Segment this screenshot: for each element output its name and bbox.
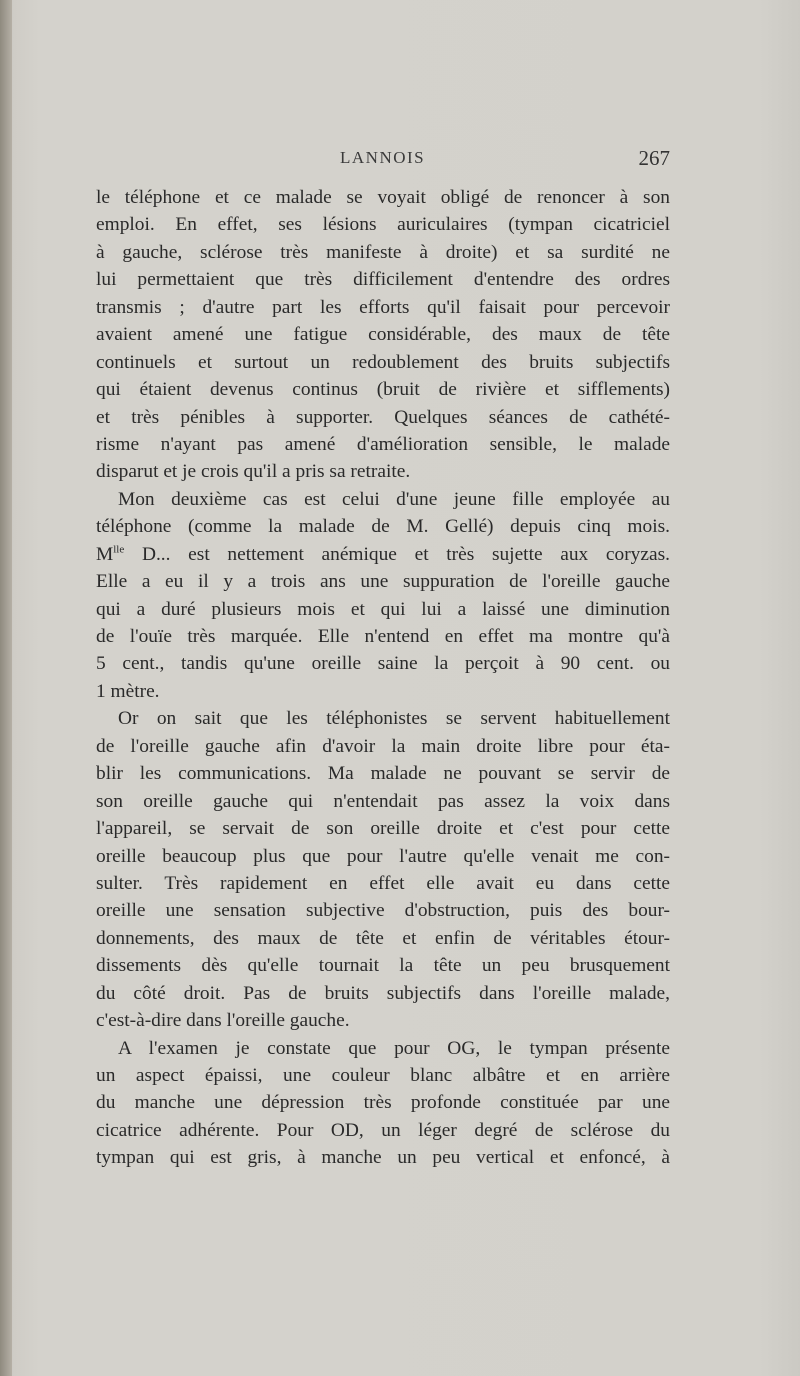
text-line: cicatrice adhérente. Pour OD, un léger degré de sclérose du	[96, 1119, 670, 1141]
page-number: 267	[638, 146, 670, 170]
text-line: risme n'ayant pas amené d'amélioration sensible, le malade	[96, 433, 670, 455]
text-line: son oreille gauche qui n'entendait pas assez la voix dans	[96, 790, 670, 812]
text-line: 5 cent., tandis qu'une oreille saine la perçoit à 90 cent. ou	[96, 653, 670, 675]
text-line: à gauche, sclérose très manifeste à droite) et sa surdité ne	[96, 241, 670, 263]
text-line: c'est-à-dire dans l'oreille gauche.	[96, 1010, 350, 1032]
text-line: A l'examen je constate que pour OG, le tympan présente	[118, 1037, 670, 1059]
text-line: emploi. En effet, ses lésions auriculaires (tympan cicatriciel	[96, 214, 670, 236]
text-line: de l'oreille gauche afin d'avoir la main droite libre pour éta-	[96, 735, 670, 757]
text-line: l'appareil, se servait de son oreille droite et c'est pour cette	[96, 818, 670, 840]
text-line: tympan qui est gris, à manche un peu vertical et enfoncé, à	[96, 1147, 670, 1169]
text-line: oreille beaucoup plus que pour l'autre qu'elle venait me con-	[96, 845, 670, 867]
text-line: continuels et surtout un redoublement des bruits subjectifs	[96, 351, 670, 373]
text-line: qui a duré plusieurs mois et qui lui a laissé une diminution	[96, 598, 670, 620]
text-line: $M^{lle}$ D... est nettement anémique et très sujette aux coryzas.	[96, 543, 670, 565]
text-line: dissements dès qu'elle tournait la tête un peu brusquement	[96, 955, 670, 977]
text-line: du côté droit. Pas de bruits subjectifs dans l'oreille malade,	[96, 982, 670, 1004]
text-line: le téléphone et ce malade se voyait obligé de renoncer à son	[96, 187, 670, 208]
text-line: Mon deuxième cas est celui d'une jeune fille employée au	[118, 488, 670, 510]
text-line: blir les communications. Ma malade ne pouvant se servir de	[96, 763, 670, 785]
mlle-abbrev: $M^{lle}$	[96, 543, 125, 565]
text-line: disparut et je crois qu'il a pris sa retraite.	[96, 461, 411, 483]
text-line: de l'ouïe très marquée. Elle n'entend en effet ma montre qu'à	[96, 626, 670, 647]
book-binding-edge	[0, 0, 12, 1376]
text-line: sulter. Très rapidement en effet elle avait eu dans cette	[96, 872, 670, 894]
text-line: avaient amené une fatigue considérable, des maux de tête	[96, 324, 670, 346]
text-line: 1 mètre.	[96, 680, 160, 702]
text-line: lui permettaient que très difficilement d'entendre des ordres	[96, 269, 670, 291]
page-header	[96, 148, 670, 174]
text-line: transmis ; d'autre part les efforts qu'il faisait pour percevoir	[96, 296, 670, 318]
text-line: du manche une dépression très profonde constituée par une	[96, 1092, 670, 1114]
body-text	[96, 184, 670, 1172]
running-head: LANNOIS	[340, 148, 426, 167]
text-line: qui étaient devenus continus (bruit de rivière et sifflements)	[96, 379, 670, 401]
text-line: Elle a eu il y a trois ans une suppuration de l'oreille gauche	[96, 571, 670, 593]
text-line: et très pénibles à supporter. Quelques séances de cathété-	[96, 406, 670, 428]
text-line: téléphone (comme la malade de M. Gellé) depuis cinq mois.	[96, 516, 670, 538]
text-line: Or on sait que les téléphonistes se servent habituellement	[118, 708, 670, 730]
text-line: oreille une sensation subjective d'obstruction, puis des bour-	[96, 900, 670, 922]
text-line: un aspect épaissi, une couleur blanc albâtre et en arrière	[96, 1065, 670, 1086]
text-line: donnements, des maux de tête et enfin de véritables étour-	[96, 927, 670, 949]
